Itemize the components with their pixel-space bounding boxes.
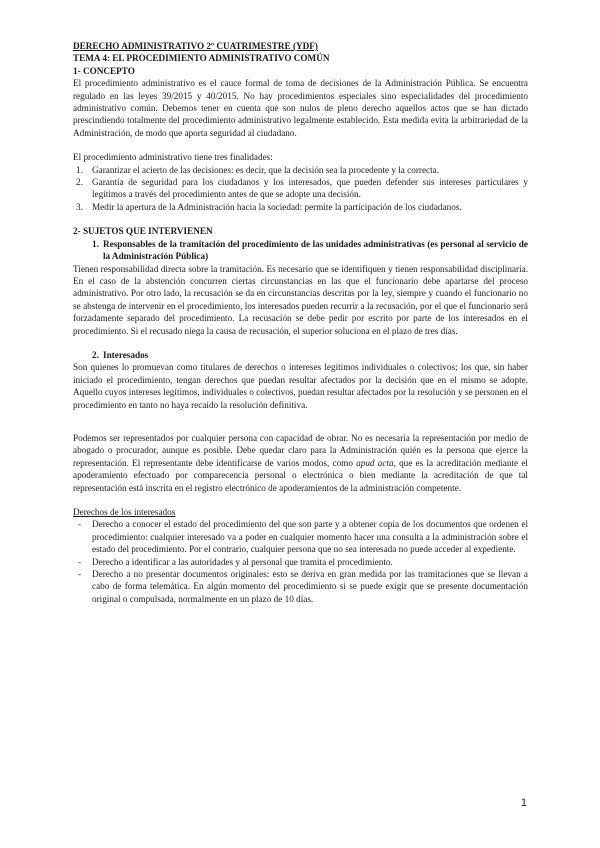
concepto-paragraph: El procedimiento administrativo es el cauce formal de toma de decisiones de la Administración Pública. Se encuentra regulado en las leyes 39/2015 y 40/2015. No hay procedimientos especiales sino especialidades del procedimiento administrativo común. Debemos tener en cuenta que son nulos de pleno derecho aquellos actos que se han dictado prescindiendo totalmente del procedimiento administrativo legalmente establecido. Esta medida evita la arbitrariedad de la Administración, de modo que aporta seguridad al ciudadano. bbox=[73, 78, 528, 138]
derechos-heading: Derechos de los interesados bbox=[73, 507, 176, 517]
list-item: - Derecho a identificar a las autoridades y al personal que tramita el procedimiento. bbox=[78, 556, 393, 567]
list-item: 1. Garantizar el acierto de las decisiones: es decir, que la decisión sea la procedente y la correcta. bbox=[76, 164, 440, 175]
list-item: - Derecho a no presentar documentos originales: esto se deriva en gran medida por las tramitaciones que se llevan a cabo de forma telemática. En algún momento del procedimiento si se puede exigir que se presente documentación original o compulsada, normalmente en un plazo de 10 días. bbox=[78, 569, 528, 604]
subheading-interesados: 2. Interesados bbox=[92, 349, 149, 360]
page-number: 1 bbox=[520, 797, 527, 809]
section-heading-sujetos: 2- SUJETOS QUE INTERVIENEN bbox=[73, 226, 213, 237]
interesados-paragraph: Son quienes lo promuevan como titulares de derechos o intereses legítimos individuales o colectivos; los que, sin haber iniciado el procedimiento, tengan derechos que puedan resultar afectados por la decisión que en el mismo se adopte. Aquello cuyos intereses legítimos, individuales o colectivos, puedan resultar afectados por la resolución y se personen en el procedimiento en tanto no haya recaído la resolución definitiva. bbox=[73, 362, 528, 410]
subheading-responsables: 1. Responsables de la tramitación del procedimiento de las unidades administrativas (es personal al servicio de la Administración Pública) bbox=[92, 238, 528, 262]
document-page bbox=[73, 40, 528, 605]
finalidades-list bbox=[73, 164, 528, 214]
list-item: 3. Medir la apertura de la Administración hacia la sociedad: permite la participación de los ciudadanos. bbox=[76, 201, 462, 212]
list-item: - Derecho a conocer el estado del procedimiento del que son parte y a obtener copia de los documentos que ordenen el procedimiento: cualquier interesado va a poder en cualquier momento hacer una consulta a la administración sobre el estado del procedimiento. Por el contrario, cualquier persona que no sea interesada no puede acceder al expediente. bbox=[78, 519, 528, 555]
representacion-paragraph: Podemos ser representados por cualquier persona con capacidad de obrar. No es necesaria la representación por medio de abogado o procurador, aunque es posible. Debe quedar claro para la Administración quién es la persona que ejerce la representación. El representante debe identificarse de varios modos, como apud acta, que es la acreditación mediante el apoderamiento efectuado por comparecencia personal o electrónica o bien mediante la acreditación de que tal representación está inscrita en el registro electrónico de apoderamientos de la administración competente. bbox=[73, 432, 528, 493]
list-item: 2. Garantía de seguridad para los ciudadanos y los interesados, que pueden defender sus intereses particulares y legítimos a través del procedimiento antes de que se adopte una decisión. bbox=[76, 177, 528, 200]
responsables-paragraph: Tienen responsabilidad directa sobre la tramitación. Es necesario que se identifiquen y tienen responsabilidad disciplinaria. En el caso de la abstención concurren ciertas circunstancias en las que el funcionario debe apartarse del proceso administrativo. Por otro lado, la recusación se da en circunstancias descritas por la ley, siempre y cuando el funcionario no se abstenga de intervenir en el procedimiento, los interesados pueden recurrir a la recusación, por el que el funcionario será forzadamente separado del procedimiento. La recusación se debe pedir por escrito por parte de los interesados en el procedimiento. Si el recusado niega la causa de recusación, el superior soluciona en el plazo de tres días. bbox=[73, 263, 528, 336]
section-heading-concepto: 1- CONCEPTO bbox=[73, 65, 135, 76]
course-title: DERECHO ADMINISTRATIVO 2º CUATRIMESTRE (YDF) bbox=[73, 41, 318, 51]
finalidades-intro: El procedimiento administrativo tiene tres finalidades: bbox=[73, 152, 273, 163]
topic-title: TEMA 4: EL PROCEDIMIENTO ADMINISTRATIVO COMÚN bbox=[73, 53, 330, 64]
derechos-list bbox=[73, 518, 528, 605]
